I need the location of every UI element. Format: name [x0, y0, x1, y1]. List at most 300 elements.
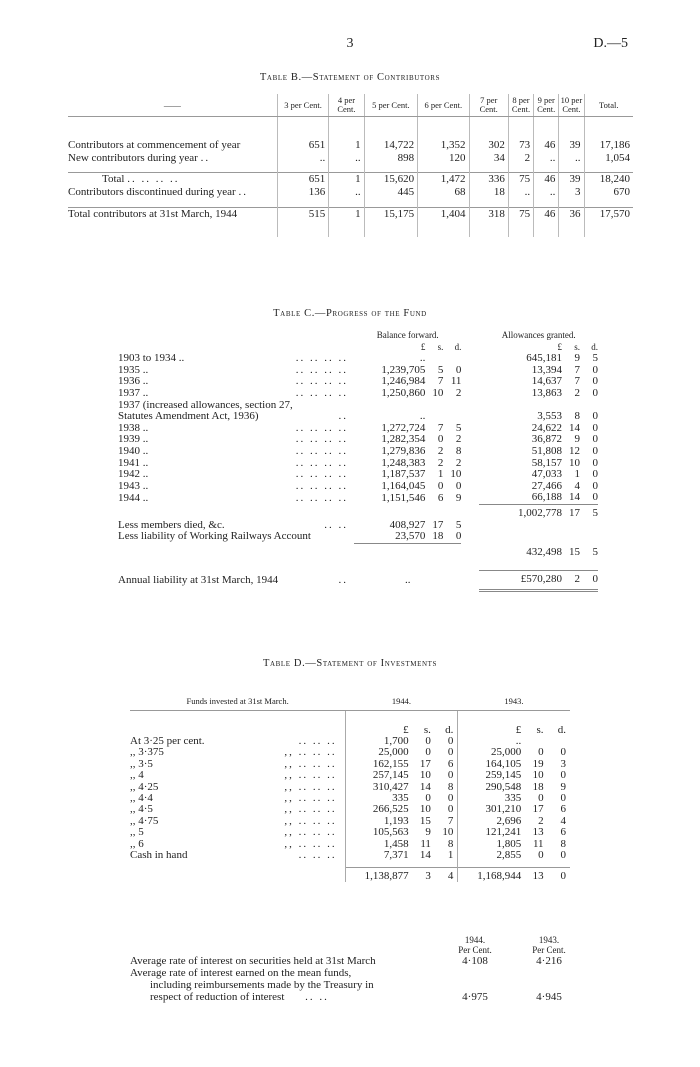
cell: 1,404: [418, 207, 469, 221]
row-label: [118, 571, 354, 591]
blank-cell: [458, 711, 521, 725]
cell: 8: [447, 780, 454, 793]
cell: 6: [437, 491, 444, 504]
total-cell: 17: [562, 504, 580, 519]
blank-cell: [461, 434, 479, 446]
row-label: Total contributors at 31st March, 1944: [68, 207, 277, 221]
cell: 0: [560, 791, 566, 804]
blank-cell: [479, 520, 562, 532]
blank-cell: [443, 543, 461, 559]
interest-rates: [130, 935, 590, 1003]
blank-cell: [130, 711, 345, 725]
row-label-text: 1943 ..: [118, 479, 149, 492]
leader-dots: .. .. .. ..: [295, 468, 348, 481]
blank-cell: [118, 504, 354, 519]
cell: 0: [425, 746, 431, 759]
cell: 0: [437, 433, 444, 446]
leader-dots: ..: [238, 186, 248, 198]
row-label: [130, 747, 345, 758]
cell: 3: [559, 186, 584, 199]
cell: 9: [574, 433, 580, 446]
cell: 23,570: [395, 530, 426, 543]
blank-cell: [521, 711, 543, 725]
leader-dots: ,, .. .. ..: [284, 814, 337, 827]
col-header: 8 per Cent.: [508, 94, 533, 117]
row-label-text: 1942 ..: [118, 468, 149, 481]
blank-cell: [461, 469, 479, 481]
row-label-text: New contributors during year: [68, 151, 198, 164]
blank-cell: [461, 520, 479, 532]
cell: 645,181: [526, 352, 562, 365]
blank-cell: [461, 543, 479, 559]
row-label-text: At 3·25 per cent.: [130, 734, 205, 747]
cell: 0: [455, 363, 462, 376]
cell: 0: [592, 479, 598, 492]
less-total-row: [118, 543, 598, 559]
cell: 5: [437, 363, 444, 376]
cell: 8: [455, 444, 462, 457]
cell: 46: [534, 207, 559, 221]
blank-cell: [443, 504, 461, 519]
leader-dots: ..: [338, 410, 348, 423]
cell: 39: [559, 173, 584, 187]
cell: 2: [455, 386, 462, 399]
spacer-row: [118, 559, 598, 571]
cell: 0: [455, 530, 462, 543]
total-cell: 5: [592, 546, 598, 559]
cell: 0: [592, 468, 598, 481]
row-label-text: ,, 3·5: [130, 757, 153, 770]
cell: 0: [592, 444, 598, 457]
leader-dots: .. .. ..: [298, 848, 337, 861]
cell: 408,927: [389, 518, 426, 531]
cell: 651: [277, 173, 328, 187]
cell: 18: [432, 530, 444, 543]
blank-cell: [461, 330, 479, 342]
row-label-text: ,, 4·25: [130, 780, 159, 793]
document-reference: D.—5: [593, 36, 628, 51]
leader-dots: .. .. .. ..: [295, 375, 348, 388]
leader-dots: .. .. .. ..: [295, 386, 348, 399]
page-number: 3: [346, 36, 354, 51]
cell: 36: [559, 207, 584, 221]
col-header: 10 per Cent.: [559, 94, 584, 117]
table-row: [68, 139, 633, 152]
cell: 3,553: [537, 410, 562, 423]
cell: 46: [534, 139, 559, 152]
leader-dots: .. .. .. ..: [127, 173, 180, 185]
cell: 266,525: [345, 804, 408, 815]
table-row: [118, 423, 598, 435]
cell: 0: [592, 433, 598, 446]
table-b: [68, 94, 633, 237]
cell: [354, 400, 425, 412]
cell: 336: [469, 173, 508, 187]
rate-value: 4·975: [462, 991, 488, 1003]
cell: 290,548: [458, 782, 521, 793]
blank-cell: [479, 531, 562, 543]
cell: 0: [592, 421, 598, 434]
cell: 9: [560, 780, 566, 793]
unit-label: d.: [454, 341, 462, 352]
cell: 12: [569, 444, 580, 457]
row-label-text: ,, 4·5: [130, 803, 153, 816]
cell: 73: [508, 139, 533, 152]
cell: 0: [592, 491, 598, 504]
table-c-title: Table C.—Progress of the Fund: [273, 308, 427, 319]
blank-cell: [130, 867, 345, 882]
cell: 9: [455, 491, 462, 504]
blank-cell: [461, 458, 479, 470]
blank-cell: [461, 388, 479, 400]
cell: 105,563: [345, 827, 408, 838]
table-row: [118, 520, 598, 532]
cell: 46: [534, 173, 559, 187]
cell: 445: [364, 186, 417, 199]
cell: 0: [538, 848, 544, 861]
cell: 10: [432, 386, 444, 399]
total-cell: 1,168,944: [458, 867, 521, 882]
leader-dots: .. .. ..: [298, 734, 337, 747]
cell: 18,240: [584, 173, 633, 187]
blank-cell: [425, 543, 443, 559]
table-row: [130, 770, 570, 781]
row-label-text: 1941 ..: [118, 456, 149, 469]
table-row: [130, 850, 570, 861]
cell: 257,145: [345, 770, 408, 781]
row-label-text: ,, 4·75: [130, 814, 159, 827]
row-label-text: 1937 (increased allowances, section 27,: [118, 398, 293, 411]
cell: 7: [437, 421, 444, 434]
rate-label: Average rate of interest on securities held at 31st March: [130, 955, 376, 967]
rate-label-line: respect of reduction of interest: [150, 991, 285, 1003]
col-header-allowances: Allowances granted.: [501, 330, 576, 340]
cell: 4: [560, 814, 566, 827]
cell: 136: [277, 186, 328, 199]
cell: 2: [437, 456, 444, 469]
cell: ..: [458, 736, 521, 747]
cell: 24,622: [531, 421, 562, 434]
row-label-text: 1944 ..: [118, 491, 149, 504]
cell: 301,210: [458, 804, 521, 815]
table-row: [130, 827, 570, 838]
cell: 8: [560, 837, 566, 850]
row-label-text: Statutes Amendment Act, 1936): [118, 410, 259, 423]
cell: 259,145: [458, 770, 521, 781]
cell: [544, 736, 570, 747]
rate-label: [130, 967, 442, 1003]
cell: 2: [455, 456, 462, 469]
cell: ..: [419, 352, 426, 365]
row-label: [68, 173, 277, 187]
cell: 1,458: [345, 839, 408, 850]
col-header: Total.: [584, 94, 633, 117]
cell: 17,570: [584, 207, 633, 221]
row-label-text: 1940 ..: [118, 444, 149, 457]
cell: 302: [469, 139, 508, 152]
row-label-text: Total: [102, 173, 125, 185]
row-label-text: 1936 ..: [118, 375, 149, 388]
rates-year: 1943.: [538, 935, 560, 945]
table-c-header-row: [118, 330, 598, 342]
leader-dots: ,, .. .. ..: [284, 791, 337, 804]
blank-cell: [461, 376, 479, 388]
table-d-header-row: [130, 692, 570, 711]
cell: 0: [447, 803, 454, 816]
cell: 310,427: [345, 782, 408, 793]
cell: 1,472: [418, 173, 469, 187]
cell: 14,637: [531, 375, 562, 388]
cell: [425, 411, 443, 423]
total-cell: 15: [569, 546, 580, 559]
row-label-text: ,, 5: [130, 826, 144, 839]
cell: 318: [469, 207, 508, 221]
cell: 670: [584, 186, 633, 199]
row-label-text: 1939 ..: [118, 433, 149, 446]
row-label: Contributors at commencement of year: [68, 138, 241, 151]
rates-year: 1944.: [464, 935, 486, 945]
cell: ..: [277, 152, 328, 165]
cell: ..: [534, 186, 559, 199]
unit-label: £: [420, 341, 426, 352]
unit-label: d.: [557, 723, 566, 736]
cell: ..: [534, 152, 559, 165]
row-label-text: Less liability of Working Railways Account: [118, 530, 311, 543]
allowances-total-row: [118, 504, 598, 519]
blank-cell: [118, 559, 354, 571]
cell: 0: [447, 769, 454, 782]
rates-unit: Per Cent.: [458, 945, 492, 955]
blank-cell: [118, 543, 354, 559]
cell: 10: [442, 826, 454, 839]
cell: 0: [592, 375, 598, 388]
cell: 9: [574, 352, 580, 365]
leader-dots: ,, .. .. ..: [284, 780, 337, 793]
blank-cell: [461, 342, 479, 354]
unit-label: £: [557, 341, 562, 352]
cell: ..: [419, 410, 426, 423]
cell: 0: [592, 363, 598, 376]
leader-dots: .. .. .. ..: [295, 491, 348, 504]
cell: 15: [419, 814, 431, 827]
cell: 11: [450, 375, 462, 388]
cell: 1,282,354: [381, 433, 426, 446]
totals-row: [130, 867, 570, 882]
cell: 0: [425, 791, 431, 804]
col-header-balance: Balance forward.: [376, 330, 439, 340]
row-label: [118, 469, 354, 481]
total-cell: 1,138,877: [345, 867, 408, 882]
cell: 120: [418, 152, 469, 165]
cell: ..: [508, 186, 533, 199]
cell: 14: [419, 780, 431, 793]
leader-dots: .. ..: [324, 518, 348, 531]
row-label: [118, 520, 354, 532]
cell: 17: [532, 803, 544, 816]
cell: [443, 400, 461, 412]
table-b-title: Table B.—Statement of Contributors: [259, 72, 441, 83]
blank-cell: [461, 571, 479, 591]
total-cell: 4: [431, 867, 458, 882]
cell: 1,054: [584, 152, 633, 165]
cell: 27,466: [531, 479, 562, 492]
table-row: [68, 186, 633, 199]
rate-value: 4·216: [536, 955, 562, 967]
cell: 10: [532, 769, 544, 782]
cell: 5: [592, 352, 598, 365]
cell: 18: [532, 780, 544, 793]
unit-label: d.: [445, 723, 454, 736]
col-header: 5 per Cent.: [364, 94, 417, 117]
cell: 1,700: [345, 736, 408, 747]
leader-dots: .. .. .. ..: [295, 433, 348, 446]
row-label: [130, 827, 345, 838]
rate-row: [130, 955, 590, 967]
cell: 36,872: [531, 433, 562, 446]
annual-liability-row: [118, 571, 598, 591]
table-d-title: Table D.—Statement of Investments: [262, 658, 437, 669]
table-row: [68, 207, 633, 221]
cell: 515: [277, 207, 328, 221]
unit-label: d.: [591, 341, 598, 352]
cell: 15,620: [364, 173, 417, 187]
cell: 8: [574, 410, 580, 423]
col-header: 4 per Cent.: [329, 94, 364, 117]
blank-cell: [461, 411, 479, 423]
cell: 121,241: [458, 827, 521, 838]
rate-value: 4·108: [462, 955, 488, 967]
cell: 0: [538, 746, 544, 759]
col-header: 3 per Cent.: [277, 94, 328, 117]
blank-cell: [461, 353, 479, 365]
cell: 1,187,537: [381, 468, 426, 481]
leader-dots: ,, .. .. ..: [284, 757, 337, 770]
cell: 15,175: [364, 207, 417, 221]
cell: 162,155: [345, 759, 408, 770]
cell: 25,000: [458, 747, 521, 758]
spacer-row: [130, 711, 570, 725]
total-cell: 0: [580, 571, 598, 591]
cell: 10: [419, 769, 431, 782]
table-row: [118, 353, 598, 365]
cell: 11: [532, 837, 544, 850]
table-row: [118, 411, 598, 423]
cell: 75: [508, 207, 533, 221]
row-label-text: ,, 6: [130, 837, 144, 850]
cell: 0: [455, 479, 462, 492]
table-row: [118, 458, 598, 470]
cell: 164,105: [458, 759, 521, 770]
blank-cell: [461, 492, 479, 504]
table-row: [118, 365, 598, 377]
table-b-stub-header: ——: [68, 94, 277, 117]
cell: 9: [425, 826, 431, 839]
blank-cell: [425, 504, 443, 519]
cell: 1,164,045: [381, 479, 426, 492]
cell: 1: [447, 848, 454, 861]
cell: 14: [419, 848, 431, 861]
row-label: [130, 770, 345, 781]
cell: ..: [329, 186, 364, 199]
cell: 1,272,724: [381, 421, 426, 434]
cell: 0: [592, 456, 598, 469]
cell: 47,033: [531, 468, 562, 481]
cell: 2: [538, 814, 544, 827]
blank-cell: [409, 711, 431, 725]
col-header-1943: 1943.: [458, 692, 570, 711]
cell: 651: [277, 139, 328, 152]
cell: 0: [447, 791, 454, 804]
blank-cell: [580, 520, 598, 532]
blank-cell: [118, 330, 354, 342]
cell: 1,246,984: [381, 375, 426, 388]
cell: 0: [538, 791, 544, 804]
cell: 7: [447, 814, 454, 827]
cell: 0: [592, 410, 598, 423]
cell: 0: [560, 769, 566, 782]
table-row: [118, 481, 598, 493]
cell: 6: [560, 826, 566, 839]
cell: 14,722: [364, 139, 417, 152]
cell: 34: [469, 152, 508, 165]
cell: 14: [569, 491, 580, 504]
blank-cell: [461, 446, 479, 458]
cell: 39: [559, 139, 584, 152]
cell: 18: [469, 186, 508, 199]
leader-dots: .. .. .. ..: [295, 444, 348, 457]
blank-cell: [345, 711, 408, 725]
cell: 3: [560, 757, 566, 770]
cell: 17: [432, 518, 444, 531]
total-cell: 3: [409, 867, 431, 882]
leader-dots: ,, .. .. ..: [284, 837, 337, 850]
cell: 1,805: [458, 839, 521, 850]
cell: 58,157: [531, 456, 562, 469]
blank-cell: [461, 365, 479, 377]
blank-cell: [562, 520, 580, 532]
table-row: [118, 446, 598, 458]
total-cell: 432,498: [526, 546, 562, 559]
cell: 1,352: [418, 139, 469, 152]
cell: 17: [419, 757, 431, 770]
cell: 51,808: [531, 444, 562, 457]
cell: 13,394: [531, 363, 562, 376]
row-label: [118, 531, 354, 543]
cell: 2,696: [458, 816, 521, 827]
cell: 0: [592, 386, 598, 399]
cell: 7,371: [345, 850, 408, 861]
unit-label: s.: [437, 341, 444, 352]
cell: 4: [574, 479, 580, 492]
table-row: [68, 152, 633, 165]
cell: 11: [420, 837, 431, 850]
cell: 10: [450, 468, 462, 481]
row-label: [118, 492, 354, 504]
cell: 17,186: [584, 139, 633, 152]
unit-label: £: [458, 725, 521, 736]
cell: 0: [560, 746, 566, 759]
blank-cell: [461, 400, 479, 412]
table-row: [118, 531, 598, 543]
cell: 2: [455, 433, 462, 446]
cell: 8: [447, 837, 454, 850]
blank-cell: [461, 504, 479, 519]
cell: ..: [329, 152, 364, 165]
leader-dots: .. .. .. ..: [295, 363, 348, 376]
cell: 7: [574, 363, 580, 376]
blank-cell: [544, 711, 570, 725]
row-label-text: Less members died, &c.: [118, 518, 225, 531]
